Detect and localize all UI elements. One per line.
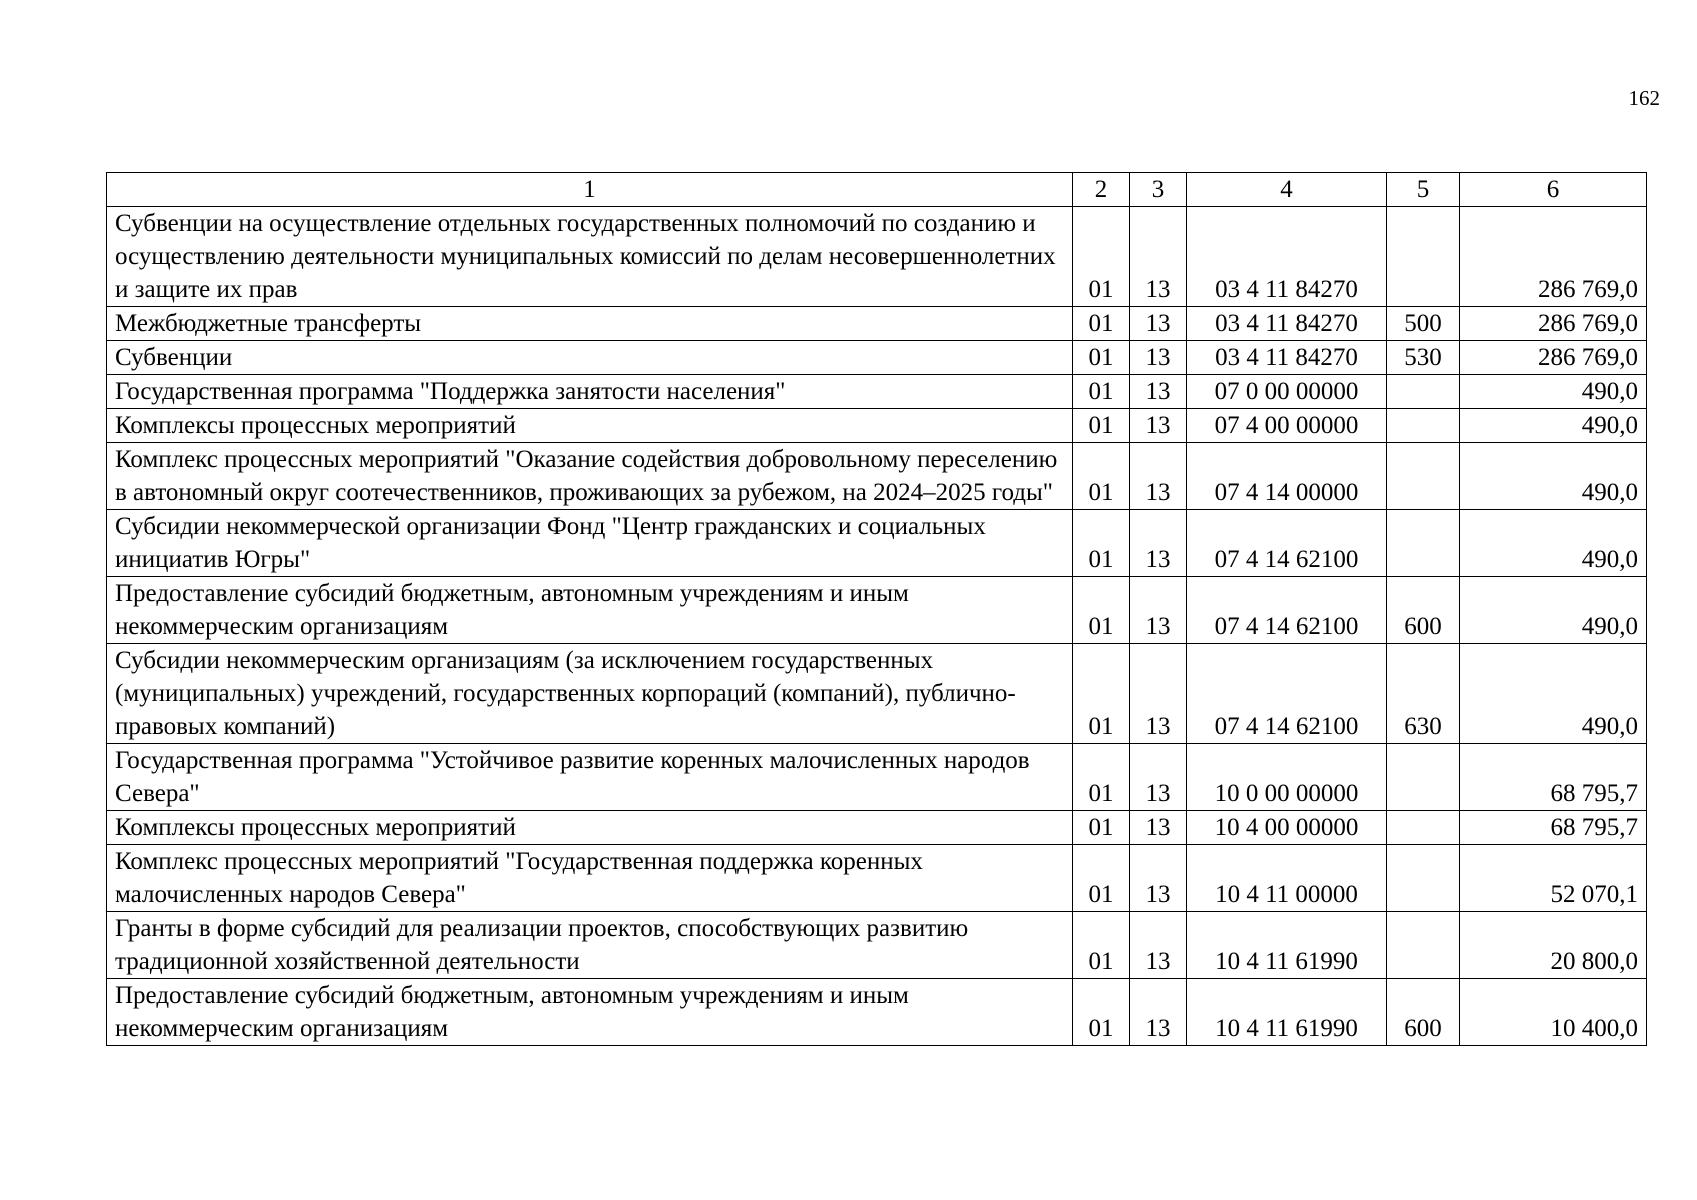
row-subsection-cell: 13 bbox=[1130, 744, 1187, 811]
table-row bbox=[107, 644, 1647, 744]
row-target-code-cell: 03 4 11 84270 bbox=[1187, 207, 1387, 307]
row-target-code-cell: 10 4 11 61990 bbox=[1187, 979, 1387, 1046]
row-amount-cell: 490,0 bbox=[1460, 409, 1647, 443]
row-amount-cell: 52 070,1 bbox=[1460, 845, 1647, 912]
row-name-cell: Гранты в форме субсидий для реализации проектов, способствующих развитию традиционной хозяйственной деятельности bbox=[107, 912, 1073, 979]
row-expense-type-cell bbox=[1387, 443, 1460, 510]
row-section-cell: 01 bbox=[1073, 744, 1130, 811]
table-row bbox=[107, 845, 1647, 912]
row-section-cell: 01 bbox=[1073, 375, 1130, 409]
header-cell-2: 2 bbox=[1073, 173, 1130, 207]
row-target-code-cell: 07 0 00 00000 bbox=[1187, 375, 1387, 409]
row-name-cell: Государственная программа "Поддержка занятости населения" bbox=[107, 375, 1073, 409]
row-name-cell: Комплекс процессных мероприятий "Государственная поддержка коренных малочисленных народов Севера" bbox=[107, 845, 1073, 912]
header-cell-5: 5 bbox=[1387, 173, 1460, 207]
row-expense-type-cell: 630 bbox=[1387, 644, 1460, 744]
row-section-cell: 01 bbox=[1073, 207, 1130, 307]
row-expense-type-cell bbox=[1387, 375, 1460, 409]
header-cell-1: 1 bbox=[107, 173, 1073, 207]
row-section-cell: 01 bbox=[1073, 341, 1130, 375]
table-row bbox=[107, 207, 1647, 307]
row-subsection-cell: 13 bbox=[1130, 207, 1187, 307]
row-target-code-cell: 03 4 11 84270 bbox=[1187, 341, 1387, 375]
row-amount-cell: 286 769,0 bbox=[1460, 341, 1647, 375]
row-name-cell: Комплексы процессных мероприятий bbox=[107, 811, 1073, 845]
row-subsection-cell: 13 bbox=[1130, 811, 1187, 845]
row-name-cell: Субвенции на осуществление отдельных государственных полномочий по созданию и осуществлению деятельности муниципальных комиссий по делам несовершеннолетних и защите их прав bbox=[107, 207, 1073, 307]
table-row bbox=[107, 409, 1647, 443]
row-name-cell: Комплексы процессных мероприятий bbox=[107, 409, 1073, 443]
row-section-cell: 01 bbox=[1073, 409, 1130, 443]
row-amount-cell: 490,0 bbox=[1460, 577, 1647, 644]
row-subsection-cell: 13 bbox=[1130, 443, 1187, 510]
table-row bbox=[107, 744, 1647, 811]
table-row bbox=[107, 510, 1647, 577]
row-section-cell: 01 bbox=[1073, 811, 1130, 845]
row-amount-cell: 490,0 bbox=[1460, 375, 1647, 409]
table-row bbox=[107, 811, 1647, 845]
row-target-code-cell: 10 4 00 00000 bbox=[1187, 811, 1387, 845]
row-name-cell: Предоставление субсидий бюджетным, автономным учреждениям и иным некоммерческим организациям bbox=[107, 577, 1073, 644]
row-target-code-cell: 07 4 00 00000 bbox=[1187, 409, 1387, 443]
row-amount-cell: 68 795,7 bbox=[1460, 811, 1647, 845]
row-name-cell: Субсидии некоммерческой организации Фонд "Центр гражданских и социальных инициатив Югры" bbox=[107, 510, 1073, 577]
row-amount-cell: 490,0 bbox=[1460, 644, 1647, 744]
row-target-code-cell: 07 4 14 62100 bbox=[1187, 577, 1387, 644]
table-header-row bbox=[107, 173, 1647, 207]
row-amount-cell: 68 795,7 bbox=[1460, 744, 1647, 811]
row-subsection-cell: 13 bbox=[1130, 845, 1187, 912]
row-subsection-cell: 13 bbox=[1130, 307, 1187, 341]
row-section-cell: 01 bbox=[1073, 577, 1130, 644]
budget-table bbox=[106, 172, 1647, 1046]
row-amount-cell: 286 769,0 bbox=[1460, 307, 1647, 341]
row-subsection-cell: 13 bbox=[1130, 912, 1187, 979]
row-expense-type-cell bbox=[1387, 811, 1460, 845]
row-subsection-cell: 13 bbox=[1130, 577, 1187, 644]
table-row bbox=[107, 341, 1647, 375]
row-section-cell: 01 bbox=[1073, 443, 1130, 510]
row-expense-type-cell bbox=[1387, 912, 1460, 979]
row-amount-cell: 20 800,0 bbox=[1460, 912, 1647, 979]
row-target-code-cell: 10 0 00 00000 bbox=[1187, 744, 1387, 811]
row-target-code-cell: 07 4 14 62100 bbox=[1187, 510, 1387, 577]
row-amount-cell: 286 769,0 bbox=[1460, 207, 1647, 307]
row-subsection-cell: 13 bbox=[1130, 375, 1187, 409]
table-row bbox=[107, 912, 1647, 979]
row-subsection-cell: 13 bbox=[1130, 409, 1187, 443]
table-row bbox=[107, 979, 1647, 1046]
row-subsection-cell: 13 bbox=[1130, 979, 1187, 1046]
row-section-cell: 01 bbox=[1073, 912, 1130, 979]
row-expense-type-cell: 600 bbox=[1387, 979, 1460, 1046]
row-section-cell: 01 bbox=[1073, 307, 1130, 341]
row-expense-type-cell bbox=[1387, 744, 1460, 811]
row-target-code-cell: 10 4 11 00000 bbox=[1187, 845, 1387, 912]
table-row bbox=[107, 577, 1647, 644]
row-section-cell: 01 bbox=[1073, 510, 1130, 577]
page-number: 162 bbox=[1628, 86, 1660, 110]
row-subsection-cell: 13 bbox=[1130, 510, 1187, 577]
row-section-cell: 01 bbox=[1073, 979, 1130, 1046]
row-amount-cell: 10 400,0 bbox=[1460, 979, 1647, 1046]
row-target-code-cell: 03 4 11 84270 bbox=[1187, 307, 1387, 341]
row-name-cell: Государственная программа "Устойчивое развитие коренных малочисленных народов Севера" bbox=[107, 744, 1073, 811]
row-expense-type-cell: 500 bbox=[1387, 307, 1460, 341]
row-expense-type-cell bbox=[1387, 845, 1460, 912]
row-amount-cell: 490,0 bbox=[1460, 443, 1647, 510]
row-target-code-cell: 07 4 14 00000 bbox=[1187, 443, 1387, 510]
row-target-code-cell: 07 4 14 62100 bbox=[1187, 644, 1387, 744]
row-expense-type-cell: 600 bbox=[1387, 577, 1460, 644]
row-expense-type-cell: 530 bbox=[1387, 341, 1460, 375]
header-cell-4: 4 bbox=[1187, 173, 1387, 207]
row-subsection-cell: 13 bbox=[1130, 644, 1187, 744]
row-section-cell: 01 bbox=[1073, 845, 1130, 912]
table-row bbox=[107, 307, 1647, 341]
row-expense-type-cell bbox=[1387, 409, 1460, 443]
row-section-cell: 01 bbox=[1073, 644, 1130, 744]
row-expense-type-cell bbox=[1387, 510, 1460, 577]
row-name-cell: Межбюджетные трансферты bbox=[107, 307, 1073, 341]
row-amount-cell: 490,0 bbox=[1460, 510, 1647, 577]
row-target-code-cell: 10 4 11 61990 bbox=[1187, 912, 1387, 979]
row-expense-type-cell bbox=[1387, 207, 1460, 307]
row-subsection-cell: 13 bbox=[1130, 341, 1187, 375]
row-name-cell: Комплекс процессных мероприятий "Оказание содействия добровольному переселению в автономный округ соотечественников, проживающих за рубежом, на 2024–2025 годы" bbox=[107, 443, 1073, 510]
row-name-cell: Субвенции bbox=[107, 341, 1073, 375]
table-row bbox=[107, 375, 1647, 409]
row-name-cell: Предоставление субсидий бюджетным, автономным учреждениям и иным некоммерческим организациям bbox=[107, 979, 1073, 1046]
header-cell-3: 3 bbox=[1130, 173, 1187, 207]
header-cell-6: 6 bbox=[1460, 173, 1647, 207]
row-name-cell: Субсидии некоммерческим организациям (за исключением государственных (муниципальных) учреждений, государственных корпораций (компаний), публично-правовых компаний) bbox=[107, 644, 1073, 744]
table-row bbox=[107, 443, 1647, 510]
